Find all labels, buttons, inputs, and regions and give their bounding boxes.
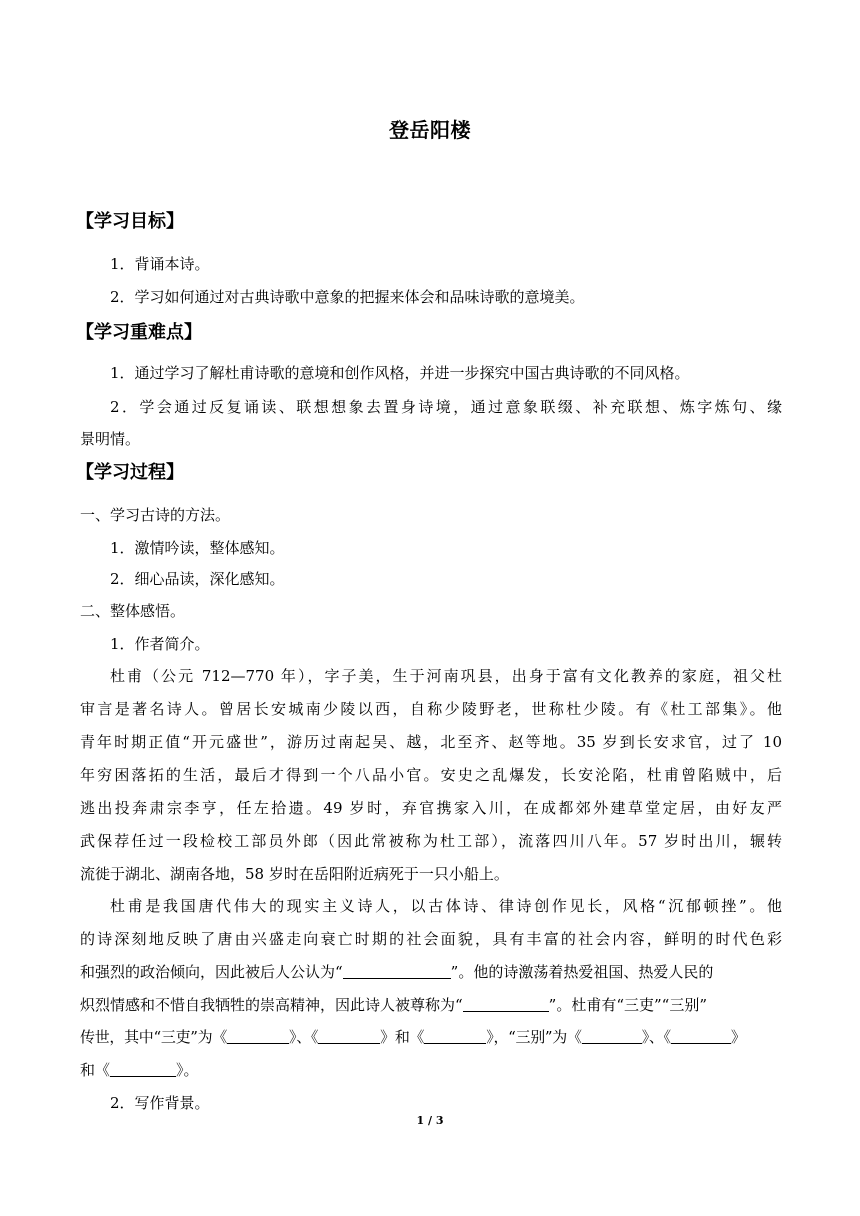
answer-blank[interactable] [343, 964, 451, 979]
bio-line: 审言是著名诗人。曾居长安城南少陵以西，自称少陵野老，世称杜少陵。有《杜工部集》。他 [80, 700, 782, 718]
bio-line: 流徙于湖北、湖南各地，58 岁时在岳阳附近病死于一只小船上。 [80, 865, 509, 883]
objective-item: 1．背诵本诗。 [110, 255, 210, 273]
bio-line: 年穷困落拓的生活，最后才得到一个八品小官。安史之乱爆发，长安沦陷，杜甫曾陷贼中，后 [80, 766, 782, 784]
evaluation-line: 的诗深刻地反映了唐由兴盛走向衰亡时期的社会面貌，具有丰富的社会内容，鲜明的时代色彩 [80, 930, 782, 948]
key-point-item: 2．学会通过反复诵读、联想想象去置身诗境，通过意象联缀、补充联想、炼字炼句、缘 [110, 398, 782, 416]
answer-blank[interactable] [582, 1029, 642, 1044]
method-item: 1．激情吟读，整体感知。 [110, 539, 285, 557]
answer-blank[interactable] [424, 1029, 486, 1044]
process-part-two: 二、整体感悟。 [80, 602, 186, 620]
answer-blank[interactable] [671, 1029, 731, 1044]
key-points-heading: 【学习重难点】 [76, 322, 202, 343]
page-number: 1 / 3 [416, 1114, 444, 1127]
answer-blank[interactable] [463, 997, 549, 1012]
key-point-item-continuation: 景明情。 [80, 430, 141, 448]
answer-blank[interactable] [318, 1029, 380, 1044]
evaluation-line-with-blank: 和《 》。 [80, 1061, 199, 1079]
answer-blank[interactable] [110, 1062, 176, 1077]
bio-line: 杜甫（公元 712—770 年），字子美，生于河南巩县，出身于富有文化教养的家庭，祖父杜 [110, 667, 782, 685]
process-heading: 【学习过程】 [76, 462, 184, 483]
bio-line: 武保荐任过一段检校工部员外郎（因此常被称为杜工部），流落四川八年。57 岁时出川，辗转 [80, 832, 782, 850]
bio-line: 青年时期正值“开元盛世”，游历过南起吴、越，北至齐、赵等地。35 岁到长安求官，过了 10 [80, 733, 782, 751]
answer-blank[interactable] [227, 1029, 289, 1044]
bio-line: 逃出投奔肃宗李亨，任左拾遗。49 岁时，弃官携家入川，在成都郊外建草堂定居，由好友严 [80, 799, 782, 817]
evaluation-line-with-blank: 炽烈情感和不惜自我牺牲的崇高精神，因此诗人被尊称为“ ”。杜甫有“三吏”“三别” [80, 996, 708, 1014]
evaluation-line-with-blank: 和强烈的政治倾向，因此被后人公认为“ ”。他的诗激荡着热爱祖国、热爱人民的 [80, 963, 714, 981]
process-part-one: 一、学习古诗的方法。 [80, 506, 231, 524]
objective-item: 2．学习如何通过对古典诗歌中意象的把握来体会和品味诗歌的意境美。 [110, 288, 585, 306]
page-title: 登岳阳楼 [389, 118, 471, 142]
method-item: 2．细心品读，深化感知。 [110, 570, 285, 588]
key-point-item: 1．通过学习了解杜甫诗歌的意境和创作风格，并进一步探究中国古典诗歌的不同风格。 [110, 364, 690, 382]
evaluation-line: 杜甫是我国唐代伟大的现实主义诗人，以古体诗、律诗创作见长，风格“沉郁顿挫”。他 [110, 897, 782, 915]
objectives-heading: 【学习目标】 [76, 211, 184, 232]
author-intro-label: 1．作者简介。 [110, 635, 210, 653]
evaluation-line-with-blanks: 传世，其中“三吏”为《 》、《 》和《 》，“三别”为《 》、《 》 [80, 1028, 746, 1046]
background-label: 2．写作背景。 [110, 1094, 210, 1112]
